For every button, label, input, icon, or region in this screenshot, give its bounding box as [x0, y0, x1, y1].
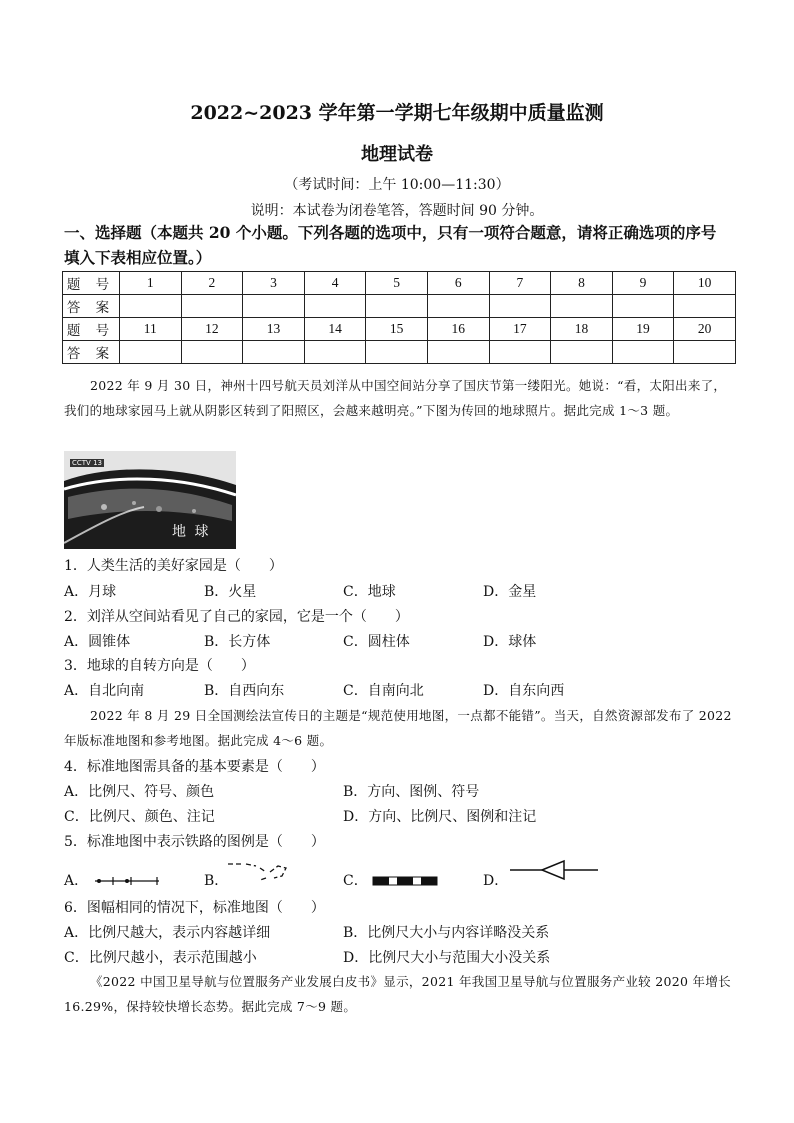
table-cell: 11 [120, 318, 182, 341]
q5-option-a-label: A． [64, 873, 89, 889]
table-cell: 18 [551, 318, 613, 341]
answer-cell[interactable] [120, 295, 182, 318]
answer-cell[interactable] [612, 341, 674, 364]
railway-symbol-c [372, 876, 438, 886]
row-label-answer: 答 案 [63, 295, 120, 318]
q4-option-c[interactable]: C．比例尺、颜色、注记 [64, 809, 215, 825]
q2-option-b[interactable]: B．长方体 [204, 634, 271, 650]
q5-option-c-label: C． [343, 873, 368, 889]
exam-time: （考试时间：上午 10:00—11:30） [284, 177, 510, 193]
answer-cell[interactable] [674, 341, 736, 364]
table-cell: 4 [304, 272, 366, 295]
table-cell: 20 [674, 318, 736, 341]
exam-note: 说明：本试卷为闭卷笔答，答题时间 90 分钟。 [250, 203, 544, 219]
answer-cell[interactable] [674, 295, 736, 318]
answer-cell[interactable] [181, 341, 243, 364]
answer-cell[interactable] [366, 341, 428, 364]
question-4-stem: 4．标准地图需具备的基本要素是（ ） [64, 759, 325, 775]
section-heading-line2: 填入下表相应位置。） [64, 248, 212, 267]
row-label-question: 题 号 [63, 318, 120, 341]
answer-cell[interactable] [551, 341, 613, 364]
q3-option-d[interactable]: D．自东向西 [483, 683, 565, 699]
q6-option-c[interactable]: C．比例尺越小，表示范围越小 [64, 950, 257, 966]
table-cell: 13 [243, 318, 305, 341]
answer-cell[interactable] [489, 341, 551, 364]
q1-option-d[interactable]: D．金星 [483, 584, 537, 600]
passage-2: 2022 年 8 月 29 日全国测绘法宣传日的主题是“规范使用地图，一点都不能错”。当天，自然资源部发布了 2022 年版标准地图和参考地图。据此完成 4～6 题。 [64, 708, 732, 748]
q5-option-d[interactable] [483, 870, 508, 890]
table-cell: 9 [612, 272, 674, 295]
question-2-stem: 2．刘洋从空间站看见了自己的家园，它是一个（ ） [64, 609, 409, 625]
q3-option-c[interactable]: C．自南向北 [343, 683, 424, 699]
arrow-symbol-d [508, 857, 600, 883]
section-heading-line1: 一、选择题（本题共 20 个小题。下列各题的选项中，只有一项符合题意，请将正确选项的序号 [64, 223, 717, 242]
answer-cell[interactable] [366, 295, 428, 318]
question-1-stem: 1．人类生活的美好家园是（ ） [64, 558, 283, 574]
row-label-answer: 答 案 [63, 341, 120, 364]
q1-option-c[interactable]: C．地球 [343, 584, 396, 600]
q5-option-c[interactable] [343, 870, 438, 890]
answer-cell[interactable] [120, 341, 182, 364]
q4-option-a[interactable]: A．比例尺、符号、颜色 [64, 784, 215, 800]
q2-option-c[interactable]: C．圆柱体 [343, 634, 410, 650]
question-5-stem: 5．标准地图中表示铁路的图例是（ ） [64, 834, 325, 850]
answer-cell[interactable] [243, 341, 305, 364]
answer-cell[interactable] [427, 341, 489, 364]
answer-cell[interactable] [304, 341, 366, 364]
q1-option-a[interactable]: A．月球 [64, 584, 117, 600]
q6-option-d[interactable]: D．比例尺大小与范围大小没关系 [343, 950, 551, 966]
table-cell: 1 [120, 272, 182, 295]
q5-option-d-label: D． [483, 873, 509, 889]
q5-option-b-label: B． [204, 873, 229, 889]
q4-option-d[interactable]: D．方向、比例尺、图例和注记 [343, 809, 537, 825]
table-cell: 15 [366, 318, 428, 341]
row-label-question: 题 号 [63, 272, 120, 295]
passage-3: 《2022 中国卫星导航与位置服务产业发展白皮书》显示，2021 年我国卫星导航与位置服务产业较 2020 年增长 16.29%，保持较快增长态势。据此完成 7～9 题。 [64, 974, 731, 1014]
table-cell: 17 [489, 318, 551, 341]
q6-option-a[interactable]: A．比例尺越大，表示内容越详细 [64, 925, 271, 941]
question-6-stem: 6．图幅相同的情况下，标准地图（ ） [64, 900, 325, 916]
table-row [63, 341, 736, 364]
q5-option-b[interactable] [204, 870, 228, 890]
table-row [63, 318, 736, 341]
tv-logo: CCTV 13 [72, 459, 102, 467]
table-cell: 7 [489, 272, 551, 295]
table-cell: 14 [304, 318, 366, 341]
answer-cell[interactable] [551, 295, 613, 318]
table-cell: 6 [427, 272, 489, 295]
boundary-symbol-b [226, 858, 292, 884]
q3-option-b[interactable]: B．自西向东 [204, 683, 285, 699]
table-row [63, 272, 736, 295]
q4-option-b[interactable]: B．方向、图例、符号 [343, 784, 480, 800]
table-cell: 10 [674, 272, 736, 295]
q3-option-a[interactable]: A．自北向南 [64, 683, 145, 699]
answer-cell[interactable] [181, 295, 243, 318]
answer-table [62, 271, 736, 364]
table-cell: 2 [181, 272, 243, 295]
railway-symbol-a [93, 875, 161, 887]
answer-cell[interactable] [427, 295, 489, 318]
exam-title: 2022~2023 学年第一学期七年级期中质量监测 [190, 102, 604, 124]
table-cell: 16 [427, 318, 489, 341]
table-cell: 19 [612, 318, 674, 341]
table-row [63, 295, 736, 318]
q2-option-a[interactable]: A．圆锥体 [64, 634, 131, 650]
table-cell: 3 [243, 272, 305, 295]
q5-option-a[interactable] [64, 870, 161, 890]
q1-option-b[interactable]: B．火星 [204, 584, 257, 600]
table-cell: 5 [366, 272, 428, 295]
section-heading [64, 220, 744, 270]
q6-option-b[interactable]: B．比例尺大小与内容详略没关系 [343, 925, 550, 941]
answer-cell[interactable] [612, 295, 674, 318]
q2-option-d[interactable]: D．球体 [483, 634, 537, 650]
answer-cell[interactable] [304, 295, 366, 318]
question-3-stem: 3．地球的自转方向是（ ） [64, 658, 255, 674]
table-cell: 8 [551, 272, 613, 295]
answer-cell[interactable] [489, 295, 551, 318]
photo-caption: 地 球 [172, 524, 211, 540]
answer-cell[interactable] [243, 295, 305, 318]
passage-1: 2022 年 9 月 30 日，神州十四号航天员刘洋从中国空间站分享了国庆节第一缕阳光。她说：“看，太阳出来了，我们的地球家园马上就从阴影区转到了阳照区，会越来越明亮。”下图为传回的地球照片。据此完成 1～3 题。 [64, 378, 727, 418]
earth-photo [64, 451, 236, 549]
exam-subtitle: 地理试卷 [361, 144, 433, 165]
table-cell: 12 [181, 318, 243, 341]
